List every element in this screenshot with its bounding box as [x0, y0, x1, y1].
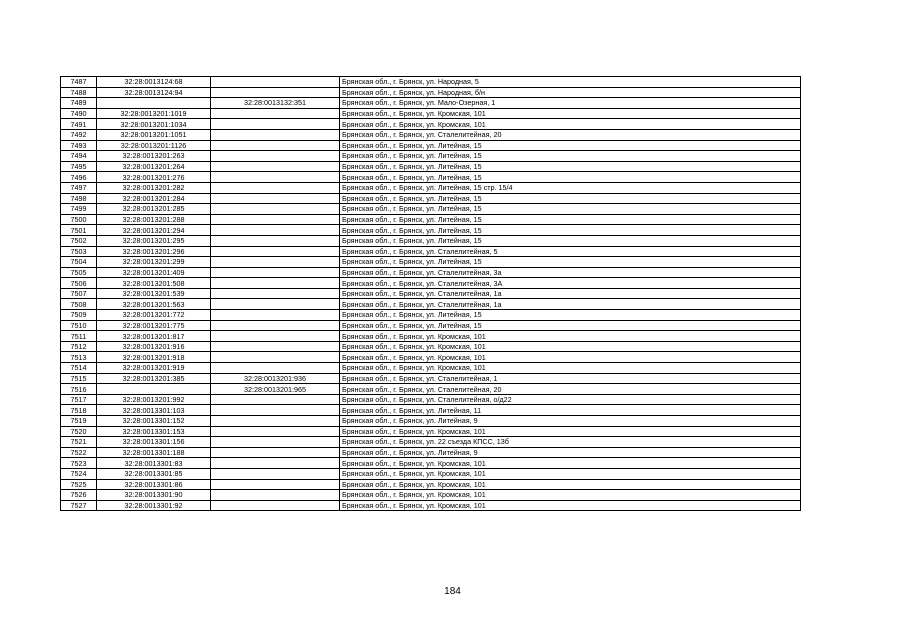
- table-row: [61, 98, 801, 109]
- address-cell: Брянская обл., г. Брянск, ул. Литейная, 9: [340, 447, 801, 458]
- address-cell: Брянская обл., г. Брянск, ул. Литейная, 15: [340, 151, 801, 162]
- row-number-cell: 7504: [61, 257, 97, 268]
- secondary-cadastral-number-cell: [211, 235, 340, 246]
- address-cell: Брянская обл., г. Брянск, ул. Кромская, 101: [340, 479, 801, 490]
- table-row: [61, 331, 801, 342]
- address-cell: Брянская обл., г. Брянск, ул. Сталелитейная, 3а: [340, 267, 801, 278]
- cadastral-number-cell: [97, 98, 211, 109]
- address-cell: Брянская обл., г. Брянск, ул. Литейная, 15: [340, 225, 801, 236]
- table-row: [61, 204, 801, 215]
- table-row: [61, 193, 801, 204]
- address-cell: Брянская обл., г. Брянск, ул. Сталелитейная, 1а: [340, 288, 801, 299]
- secondary-cadastral-number-cell: [211, 394, 340, 405]
- cadastral-number-cell: 32:28:0013201:772: [97, 310, 211, 321]
- row-number-cell: 7493: [61, 140, 97, 151]
- row-number-cell: 7492: [61, 129, 97, 140]
- cadastral-number-cell: 32:28:0013301:83: [97, 458, 211, 469]
- address-cell: Брянская обл., г. Брянск, ул. Литейная, 15: [340, 140, 801, 151]
- table-row: [61, 310, 801, 321]
- cadastral-number-cell: 32:28:0013201:817: [97, 331, 211, 342]
- address-cell: Брянская обл., г. Брянск, ул. Литейная, 15: [340, 257, 801, 268]
- address-cell: Брянская обл., г. Брянск, ул. Литейная, 15: [340, 204, 801, 215]
- cadastral-number-cell: 32:28:0013201:276: [97, 172, 211, 183]
- address-cell: Брянская обл., г. Брянск, ул. Литейная, 15: [340, 235, 801, 246]
- row-number-cell: 7497: [61, 182, 97, 193]
- cadastral-number-cell: 32:28:0013201:299: [97, 257, 211, 268]
- table-row: [61, 267, 801, 278]
- address-cell: Брянская обл., г. Брянск, ул. Кромская, 101: [340, 331, 801, 342]
- secondary-cadastral-number-cell: [211, 405, 340, 416]
- secondary-cadastral-number-cell: [211, 426, 340, 437]
- row-number-cell: 7501: [61, 225, 97, 236]
- secondary-cadastral-number-cell: [211, 77, 340, 88]
- address-cell: Брянская обл., г. Брянск, ул. Сталелитейная, 3А: [340, 278, 801, 289]
- secondary-cadastral-number-cell: [211, 352, 340, 363]
- table-row: [61, 373, 801, 384]
- row-number-cell: 7512: [61, 341, 97, 352]
- address-cell: Брянская обл., г. Брянск, ул. Кромская, 101: [340, 108, 801, 119]
- table-row: [61, 140, 801, 151]
- row-number-cell: 7519: [61, 416, 97, 427]
- row-number-cell: 7499: [61, 204, 97, 215]
- table-row: [61, 384, 801, 395]
- row-number-cell: 7527: [61, 500, 97, 511]
- table-row: [61, 235, 801, 246]
- address-cell: Брянская обл., г. Брянск, ул. Кромская, 101: [340, 458, 801, 469]
- address-cell: Брянская обл., г. Брянск, ул. Народная, б/н: [340, 87, 801, 98]
- secondary-cadastral-number-cell: [211, 468, 340, 479]
- row-number-cell: 7514: [61, 363, 97, 374]
- secondary-cadastral-number-cell: [211, 129, 340, 140]
- row-number-cell: 7516: [61, 384, 97, 395]
- table-row: [61, 129, 801, 140]
- secondary-cadastral-number-cell: [211, 246, 340, 257]
- table-row: [61, 225, 801, 236]
- cadastral-number-cell: 32:28:0013201:1019: [97, 108, 211, 119]
- cadastral-number-cell: 32:28:0013301:152: [97, 416, 211, 427]
- row-number-cell: 7489: [61, 98, 97, 109]
- address-cell: Брянская обл., г. Брянск, ул. Сталелитейная, 20: [340, 384, 801, 395]
- cadastral-number-cell: 32:28:0013301:156: [97, 437, 211, 448]
- row-number-cell: 7487: [61, 77, 97, 88]
- secondary-cadastral-number-cell: [211, 458, 340, 469]
- secondary-cadastral-number-cell: [211, 87, 340, 98]
- cadastral-number-cell: 32:28:0013201:264: [97, 161, 211, 172]
- table-row: [61, 151, 801, 162]
- secondary-cadastral-number-cell: [211, 119, 340, 130]
- cadastral-number-cell: 32:28:0013201:1126: [97, 140, 211, 151]
- address-cell: Брянская обл., г. Брянск, ул. Кромская, 101: [340, 468, 801, 479]
- table-row: [61, 394, 801, 405]
- secondary-cadastral-number-cell: [211, 288, 340, 299]
- secondary-cadastral-number-cell: [211, 204, 340, 215]
- row-number-cell: 7525: [61, 479, 97, 490]
- secondary-cadastral-number-cell: [211, 225, 340, 236]
- secondary-cadastral-number-cell: [211, 500, 340, 511]
- row-number-cell: 7508: [61, 299, 97, 310]
- secondary-cadastral-number-cell: [211, 108, 340, 119]
- table-row: [61, 108, 801, 119]
- cadastral-number-cell: 32:28:0013201:285: [97, 204, 211, 215]
- cadastral-number-cell: 32:28:0013301:188: [97, 447, 211, 458]
- table-row: [61, 437, 801, 448]
- address-cell: Брянская обл., г. Брянск, ул. Народная, 5: [340, 77, 801, 88]
- table-row: [61, 77, 801, 88]
- secondary-cadastral-number-cell: [211, 193, 340, 204]
- secondary-cadastral-number-cell: [211, 278, 340, 289]
- address-cell: Брянская обл., г. Брянск, ул. Литейная, 15: [340, 310, 801, 321]
- cadastral-number-cell: 32:28:0013201:539: [97, 288, 211, 299]
- secondary-cadastral-number-cell: [211, 140, 340, 151]
- secondary-cadastral-number-cell: [211, 363, 340, 374]
- secondary-cadastral-number-cell: [211, 437, 340, 448]
- cadastral-number-cell: 32:28:0013301:92: [97, 500, 211, 511]
- table-body: [61, 77, 801, 511]
- cadastral-number-cell: 32:28:0013201:294: [97, 225, 211, 236]
- address-cell: Брянская обл., г. Брянск, ул. Кромская, 101: [340, 119, 801, 130]
- secondary-cadastral-number-cell: [211, 490, 340, 501]
- row-number-cell: 7496: [61, 172, 97, 183]
- cadastral-number-cell: 32:28:0013301:85: [97, 468, 211, 479]
- secondary-cadastral-number-cell: [211, 320, 340, 331]
- row-number-cell: 7523: [61, 458, 97, 469]
- cadastral-number-cell: 32:28:0013201:918: [97, 352, 211, 363]
- cadastral-number-cell: 32:28:0013124:68: [97, 77, 211, 88]
- table-row: [61, 458, 801, 469]
- address-cell: Брянская обл., г. Брянск, ул. Кромская, 101: [340, 363, 801, 374]
- address-cell: Брянская обл., г. Брянск, ул. Сталелитейная, 1а: [340, 299, 801, 310]
- secondary-cadastral-number-cell: [211, 416, 340, 427]
- cadastral-number-cell: [97, 384, 211, 395]
- row-number-cell: 7518: [61, 405, 97, 416]
- table-row: [61, 119, 801, 130]
- table-row: [61, 490, 801, 501]
- cadastral-number-cell: 32:28:0013201:563: [97, 299, 211, 310]
- secondary-cadastral-number-cell: [211, 172, 340, 183]
- table-row: [61, 257, 801, 268]
- row-number-cell: 7522: [61, 447, 97, 458]
- row-number-cell: 7513: [61, 352, 97, 363]
- address-cell: Брянская обл., г. Брянск, ул. Литейная, 15: [340, 214, 801, 225]
- table-row: [61, 426, 801, 437]
- address-cell: Брянская обл., г. Брянск, ул. Литейная, 15 стр. 15/4: [340, 182, 801, 193]
- cadastral-number-cell: 32:28:0013201:916: [97, 341, 211, 352]
- table-row: [61, 363, 801, 374]
- cadastral-number-cell: 32:28:0013201:919: [97, 363, 211, 374]
- secondary-cadastral-number-cell: [211, 182, 340, 193]
- secondary-cadastral-number-cell: 32:28:0013201:936: [211, 373, 340, 384]
- row-number-cell: 7509: [61, 310, 97, 321]
- secondary-cadastral-number-cell: [211, 214, 340, 225]
- secondary-cadastral-number-cell: [211, 151, 340, 162]
- row-number-cell: 7495: [61, 161, 97, 172]
- secondary-cadastral-number-cell: 32:28:0013132:351: [211, 98, 340, 109]
- secondary-cadastral-number-cell: [211, 267, 340, 278]
- address-cell: Брянская обл., г. Брянск, ул. Литейная, 15: [340, 193, 801, 204]
- row-number-cell: 7506: [61, 278, 97, 289]
- address-cell: Брянская обл., г. Брянск, ул. Кромская, 101: [340, 500, 801, 511]
- cadastral-number-cell: 32:28:0013301:153: [97, 426, 211, 437]
- cadastral-number-cell: 32:28:0013201:992: [97, 394, 211, 405]
- table-row: [61, 172, 801, 183]
- cadastral-number-cell: 32:28:0013301:103: [97, 405, 211, 416]
- address-cell: Брянская обл., г. Брянск, ул. Сталелитейная, 5: [340, 246, 801, 257]
- address-cell: Брянская обл., г. Брянск, ул. Кромская, 101: [340, 352, 801, 363]
- address-cell: Брянская обл., г. Брянск, ул. Кромская, 101: [340, 426, 801, 437]
- cadastral-number-cell: 32:28:0013201:263: [97, 151, 211, 162]
- row-number-cell: 7510: [61, 320, 97, 331]
- address-cell: Брянская обл., г. Брянск, ул. Сталелитейная, 20: [340, 129, 801, 140]
- row-number-cell: 7491: [61, 119, 97, 130]
- row-number-cell: 7490: [61, 108, 97, 119]
- row-number-cell: 7521: [61, 437, 97, 448]
- address-cell: Брянская обл., г. Брянск, ул. Мало-Озерная, 1: [340, 98, 801, 109]
- cadastral-number-cell: 32:28:0013301:90: [97, 490, 211, 501]
- row-number-cell: 7498: [61, 193, 97, 204]
- table-row: [61, 341, 801, 352]
- page-number: 184: [444, 586, 461, 597]
- table-row: [61, 161, 801, 172]
- row-number-cell: 7502: [61, 235, 97, 246]
- address-cell: Брянская обл., г. Брянск, ул. Литейная, 15: [340, 161, 801, 172]
- cadastral-number-cell: 32:28:0013201:1051: [97, 129, 211, 140]
- row-number-cell: 7503: [61, 246, 97, 257]
- table-row: [61, 320, 801, 331]
- row-number-cell: 7520: [61, 426, 97, 437]
- secondary-cadastral-number-cell: [211, 479, 340, 490]
- cadastral-number-cell: 32:28:0013201:296: [97, 246, 211, 257]
- cadastral-number-cell: 32:28:0013201:295: [97, 235, 211, 246]
- table-row: [61, 468, 801, 479]
- secondary-cadastral-number-cell: [211, 299, 340, 310]
- cadastral-number-cell: 32:28:0013201:409: [97, 267, 211, 278]
- table-row: [61, 447, 801, 458]
- row-number-cell: 7494: [61, 151, 97, 162]
- table-row: [61, 182, 801, 193]
- address-cell: Брянская обл., г. Брянск, ул. Литейная, 9: [340, 416, 801, 427]
- row-number-cell: 7507: [61, 288, 97, 299]
- table-row: [61, 278, 801, 289]
- row-number-cell: 7511: [61, 331, 97, 342]
- row-number-cell: 7500: [61, 214, 97, 225]
- cadastral-number-cell: 32:28:0013201:288: [97, 214, 211, 225]
- table-row: [61, 288, 801, 299]
- table-row: [61, 352, 801, 363]
- address-cell: Брянская обл., г. Брянск, ул. Литейная, 11: [340, 405, 801, 416]
- row-number-cell: 7515: [61, 373, 97, 384]
- cadastral-number-cell: 32:28:0013201:508: [97, 278, 211, 289]
- secondary-cadastral-number-cell: 32:28:0013201:965: [211, 384, 340, 395]
- cadastral-number-cell: 32:28:0013201:284: [97, 193, 211, 204]
- row-number-cell: 7517: [61, 394, 97, 405]
- table-row: [61, 500, 801, 511]
- address-cell: Брянская обл., г. Брянск, ул. 22 съезда КПСС, 13б: [340, 437, 801, 448]
- table-row: [61, 214, 801, 225]
- cadastral-number-cell: 32:28:0013301:86: [97, 479, 211, 490]
- secondary-cadastral-number-cell: [211, 341, 340, 352]
- address-cell: Брянская обл., г. Брянск, ул. Литейная, 15: [340, 172, 801, 183]
- address-cell: Брянская обл., г. Брянск, ул. Сталелитейная, о/д22: [340, 394, 801, 405]
- row-number-cell: 7524: [61, 468, 97, 479]
- table-row: [61, 416, 801, 427]
- cadastral-number-cell: 32:28:0013201:1034: [97, 119, 211, 130]
- secondary-cadastral-number-cell: [211, 161, 340, 172]
- row-number-cell: 7488: [61, 87, 97, 98]
- table-row: [61, 299, 801, 310]
- address-cell: Брянская обл., г. Брянск, ул. Кромская, 101: [340, 490, 801, 501]
- table-row: [61, 87, 801, 98]
- address-cell: Брянская обл., г. Брянск, ул. Литейная, 15: [340, 320, 801, 331]
- secondary-cadastral-number-cell: [211, 331, 340, 342]
- cadastral-number-cell: 32:28:0013201:385: [97, 373, 211, 384]
- table-row: [61, 405, 801, 416]
- table-row: [61, 479, 801, 490]
- address-cell: Брянская обл., г. Брянск, ул. Кромская, 101: [340, 341, 801, 352]
- row-number-cell: 7526: [61, 490, 97, 501]
- cadastral-number-cell: 32:28:0013124:94: [97, 87, 211, 98]
- table-row: [61, 246, 801, 257]
- property-register-table: [60, 76, 801, 511]
- secondary-cadastral-number-cell: [211, 310, 340, 321]
- row-number-cell: 7505: [61, 267, 97, 278]
- address-cell: Брянская обл., г. Брянск, ул. Сталелитейная, 1: [340, 373, 801, 384]
- secondary-cadastral-number-cell: [211, 447, 340, 458]
- cadastral-number-cell: 32:28:0013201:775: [97, 320, 211, 331]
- secondary-cadastral-number-cell: [211, 257, 340, 268]
- cadastral-number-cell: 32:28:0013201:282: [97, 182, 211, 193]
